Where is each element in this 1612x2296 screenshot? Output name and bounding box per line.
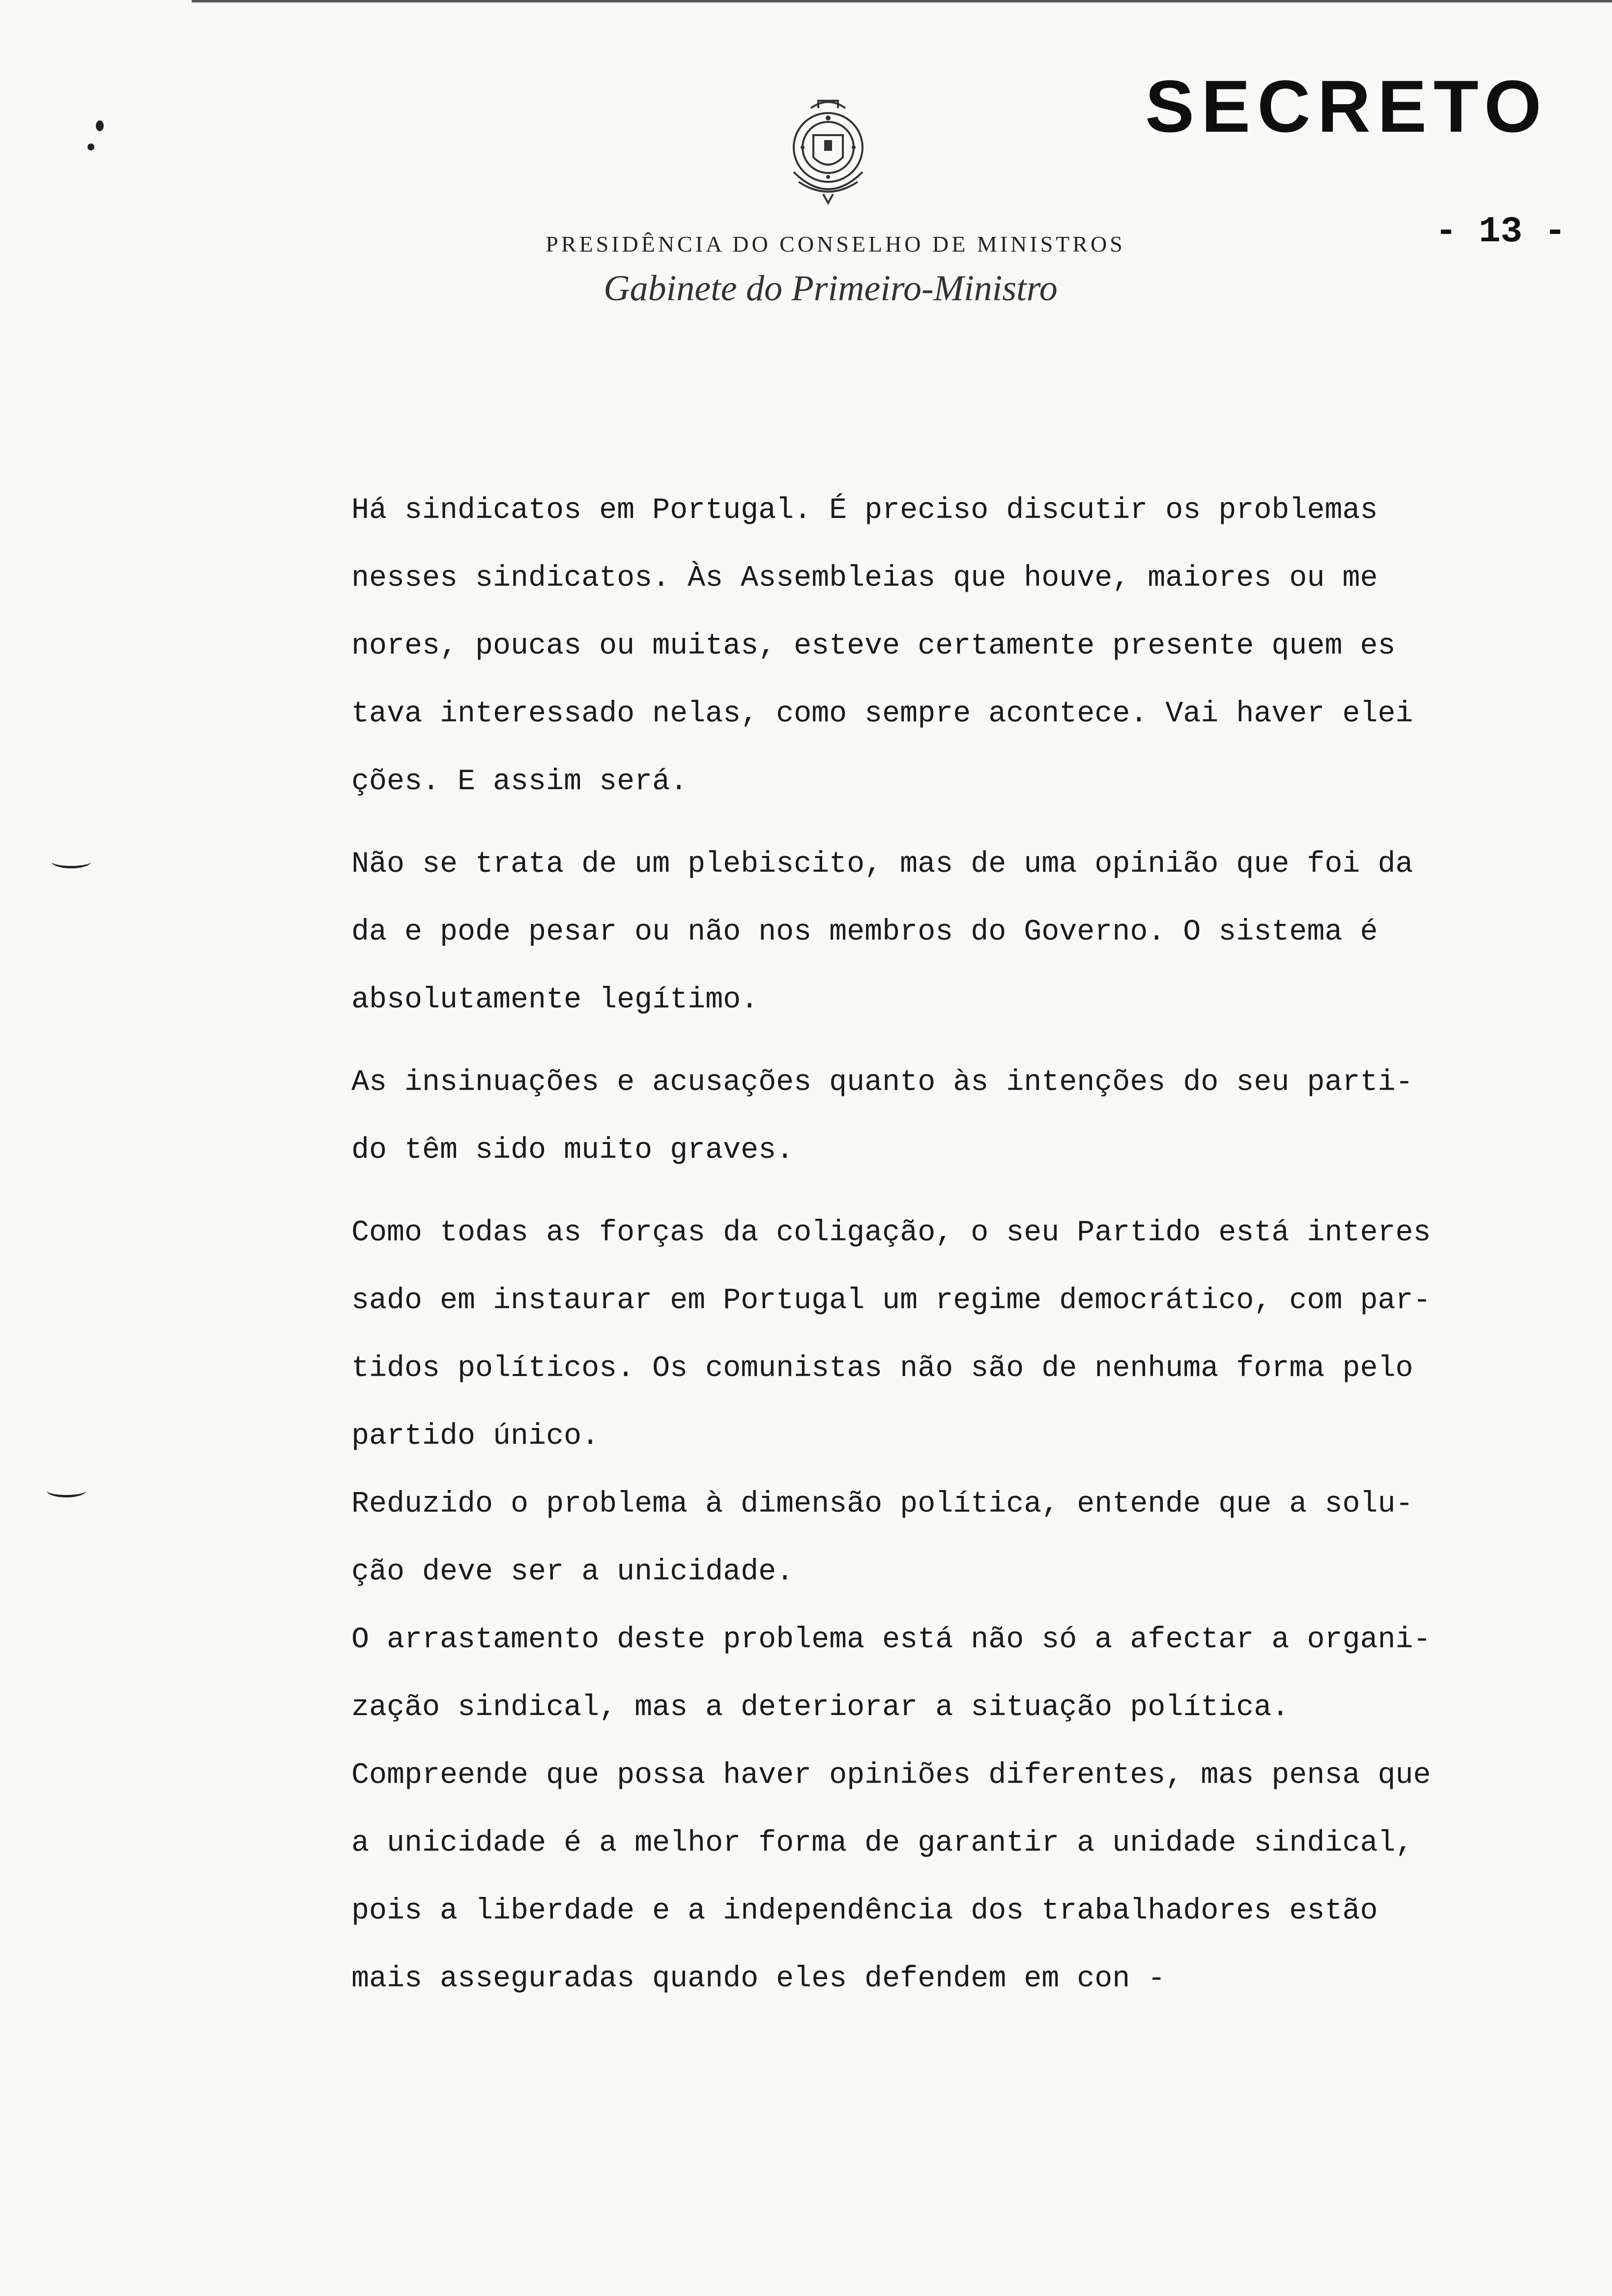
top-rule	[192, 0, 1612, 2]
scan-dot	[87, 144, 94, 150]
text-line: partido único.	[351, 1420, 600, 1453]
text-line: a unicidade é a melhor forma de garantir a unidade sindical,	[351, 1827, 1413, 1860]
office-heading: PRESIDÊNCIA DO CONSELHO DE MINISTROS	[546, 231, 1125, 257]
classification-stamp: SECRETO	[1145, 65, 1549, 147]
text-line: mais asseguradas quando eles defendem em con -	[351, 1962, 1166, 1996]
text-line: pois a liberdade e a independência dos trabalhadores estão	[351, 1894, 1378, 1928]
text-line: absolutamente legítimo.	[351, 983, 759, 1017]
cabinet-subheading: Gabinete do Primeiro-Ministro	[604, 268, 1058, 309]
text-line: sado em instaurar em Portugal um regime democrático, com par-	[351, 1284, 1431, 1318]
paragraph	[351, 1049, 1452, 1184]
text-line: Há sindicatos em Portugal. É preciso discutir os problemas	[351, 494, 1378, 527]
text-line: Reduzido o problema à dimensão política, entende que a solu-	[351, 1488, 1413, 1521]
text-line: da e pode pesar ou não nos membros do Governo. O sistema é	[351, 916, 1378, 949]
text-line: As insinuações e acusações quanto às intenções do seu parti-	[351, 1066, 1413, 1099]
page-number: - 13 -	[1435, 211, 1566, 253]
coat-of-arms-icon	[764, 88, 892, 216]
paragraph	[351, 1199, 1452, 2013]
text-line: Como todas as forças da coligação, o seu Partido está interes	[351, 1216, 1431, 1250]
text-line: ções. E assim será.	[351, 765, 688, 799]
text-line: tava interessado nelas, como sempre acontece. Vai haver elei	[351, 697, 1413, 731]
text-line: do têm sido muito graves.	[351, 1134, 794, 1167]
text-line: Compreende que possa haver opiniões diferentes, mas pensa que	[351, 1759, 1431, 1792]
paragraph	[351, 477, 1452, 816]
text-line: Não se trata de um plebiscito, mas de uma opinião que foi da	[351, 848, 1413, 881]
margin-mark	[47, 1484, 86, 1497]
paragraph	[351, 831, 1452, 1034]
text-line: nores, poucas ou muitas, esteve certamente presente quem es	[351, 630, 1396, 663]
text-line: O arrastamento deste problema está não só a afectar a organi-	[351, 1623, 1431, 1657]
document-body	[351, 477, 1452, 2013]
margin-mark	[52, 855, 91, 868]
text-line: zação sindical, mas a deteriorar a situação política.	[351, 1691, 1290, 1724]
scan-dot	[96, 120, 104, 131]
text-line: ção deve ser a unicidade.	[351, 1555, 794, 1589]
text-line: tidos políticos. Os comunistas não são de nenhuma forma pelo	[351, 1352, 1413, 1385]
text-line: nesses sindicatos. Às Assembleias que houve, maiores ou me	[351, 562, 1378, 595]
